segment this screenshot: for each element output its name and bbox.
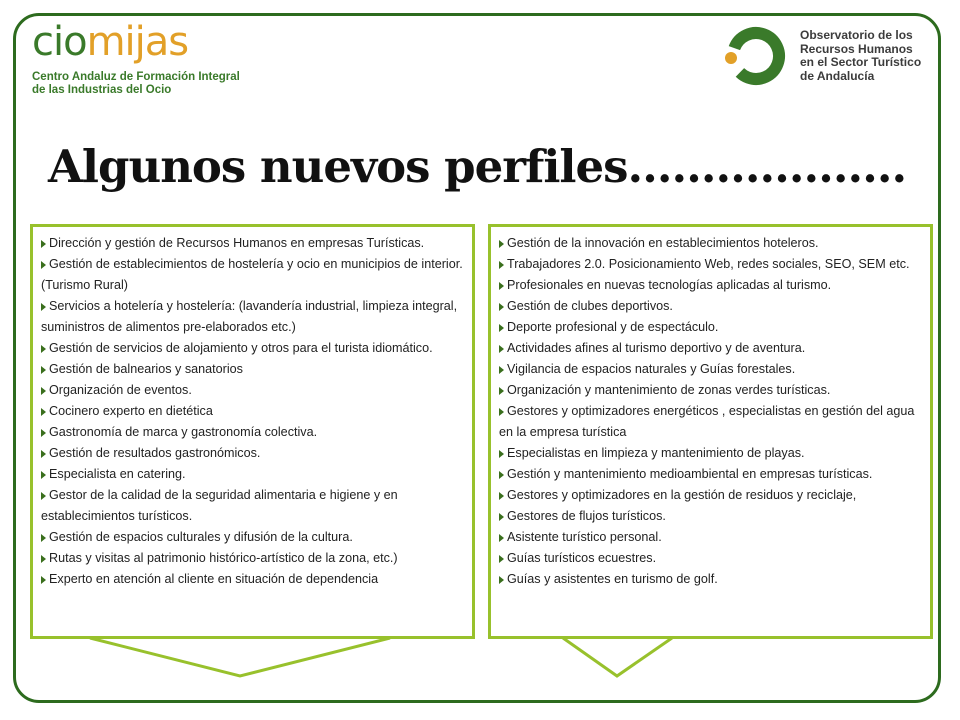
right-box-pointer — [560, 636, 675, 681]
left-list-item-text: Cocinero experto en dietética — [49, 404, 213, 418]
left-list-item-text: Gestor de la calidad de la seguridad alimentaria e higiene y en establecimientos turísticos. — [41, 488, 398, 523]
left-list-item-text: Dirección y gestión de Recursos Humanos en empresas Turísticas. — [49, 236, 425, 250]
left-list-item-text: Gestión de espacios culturales y difusión de la cultura. — [49, 530, 353, 544]
bullet-arrow-icon — [499, 366, 504, 374]
observatorio-line2: Recursos Humanos — [800, 41, 913, 56]
bullet-arrow-icon — [499, 345, 504, 353]
bullet-arrow-icon — [41, 576, 46, 584]
left-list-item — [41, 569, 464, 590]
left-list-item-text: Rutas y visitas al patrimonio histórico-artístico de la zona, etc.) — [49, 551, 398, 565]
right-list-item — [499, 359, 922, 380]
left-list-item-text: Gestión de resultados gastronómicos. — [49, 446, 261, 460]
right-list-item — [499, 233, 922, 254]
bullet-arrow-icon — [41, 345, 46, 353]
left-list-item-text: Experto en atención al cliente en situación de dependencia — [49, 572, 379, 586]
bullet-arrow-icon — [499, 576, 504, 584]
left-list-item — [41, 401, 464, 422]
right-list-item — [499, 254, 922, 275]
right-list-item — [499, 317, 922, 338]
right-list-item — [499, 464, 922, 485]
ciomijas-subtitle — [32, 71, 240, 97]
right-list-item-text: Gestión de la innovación en establecimientos hoteleros. — [507, 236, 819, 250]
bullet-arrow-icon — [499, 471, 504, 479]
right-list-item-text: Gestión y mantenimiento medioambiental en empresas turísticas. — [507, 467, 873, 481]
bullet-arrow-icon — [499, 408, 504, 416]
right-list-item-text: Guías y asistentes en turismo de golf. — [507, 572, 718, 586]
bullet-arrow-icon — [499, 282, 504, 290]
observatorio-logo — [718, 20, 921, 92]
bullet-arrow-icon — [41, 303, 46, 311]
ciomijas-wordmark — [32, 19, 240, 65]
right-list-item-text: Organización y mantenimiento de zonas verdes turísticas. — [507, 383, 831, 397]
left-list-item — [41, 485, 464, 527]
bullet-arrow-icon — [41, 240, 46, 248]
left-list-item — [41, 254, 464, 296]
left-list-item — [41, 233, 464, 254]
left-list-item — [41, 338, 464, 359]
right-list-item-text: Gestores y optimizadores en la gestión de residuos y reciclaje, — [507, 488, 857, 502]
left-list-item-text: Gestión de establecimientos de hostelería y ocio en municipios de interior. (Turismo Rural) — [41, 257, 463, 292]
right-list-item — [499, 380, 922, 401]
ciomijas-subtitle-line2: de las Industrias del Ocio — [32, 84, 172, 96]
bullet-arrow-icon — [499, 513, 504, 521]
bullet-arrow-icon — [41, 555, 46, 563]
right-list-item — [499, 443, 922, 464]
left-list-item-text: Servicios a hotelería y hostelería: (lavandería industrial, limpieza integral, suministros de alimentos pre-elaborados etc.) — [41, 299, 458, 334]
bullet-arrow-icon — [499, 492, 504, 500]
left-list-item — [41, 422, 464, 443]
right-list-item — [499, 485, 922, 506]
right-list-item-text: Deporte profesional y de espectáculo. — [507, 320, 719, 334]
left-list-item — [41, 443, 464, 464]
bullet-arrow-icon — [499, 534, 504, 542]
bullet-arrow-icon — [41, 471, 46, 479]
right-list-item-text: Guías turísticos ecuestres. — [507, 551, 657, 565]
observatorio-line1: Observatorio de los — [800, 28, 913, 42]
left-list-item-text: Gastronomía de marca y gastronomía colectiva. — [49, 425, 318, 439]
right-list-item — [499, 401, 922, 443]
right-list-item — [499, 548, 922, 569]
slide-title: Algunos nuevos perfiles………………. — [48, 140, 907, 193]
right-list-item-text: Trabajadores 2.0. Posicionamiento Web, redes sociales, SEO, SEM etc. — [507, 257, 910, 271]
right-list-item-text: Profesionales en nuevas tecnologías aplicadas al turismo. — [507, 278, 832, 292]
bullet-arrow-icon — [41, 408, 46, 416]
left-list-item — [41, 464, 464, 485]
bullet-arrow-icon — [41, 534, 46, 542]
right-list-item — [499, 296, 922, 317]
left-list-item — [41, 380, 464, 401]
left-box-pointer — [85, 636, 395, 681]
bullet-arrow-icon — [499, 261, 504, 269]
right-list-item-text: Especialistas en limpieza y mantenimiento de playas. — [507, 446, 805, 460]
right-list-item — [499, 338, 922, 359]
observatorio-line4: de Andalucía — [800, 68, 875, 83]
right-list-item-text: Gestores de flujos turísticos. — [507, 509, 666, 523]
left-list-item — [41, 359, 464, 380]
bullet-arrow-icon — [499, 387, 504, 395]
bullet-arrow-icon — [41, 450, 46, 458]
bullet-arrow-icon — [499, 303, 504, 311]
right-list-item-text: Asistente turístico personal. — [507, 530, 662, 544]
right-list-item — [499, 506, 922, 527]
left-list-item-text: Especialista en catering. — [49, 467, 186, 481]
profiles-box-left — [30, 224, 475, 639]
left-list-item — [41, 527, 464, 548]
bullet-arrow-icon — [499, 450, 504, 458]
observatorio-text — [800, 29, 921, 83]
brand-pre: cio — [32, 19, 87, 65]
right-list-item-text: Vigilancia de espacios naturales y Guías forestales. — [507, 362, 796, 376]
left-list-item — [41, 548, 464, 569]
bullet-arrow-icon — [499, 240, 504, 248]
right-list-item-text: Gestión de clubes deportivos. — [507, 299, 673, 313]
left-list-item — [41, 296, 464, 338]
bullet-arrow-icon — [499, 324, 504, 332]
brand-post: mijas — [86, 19, 189, 65]
bullet-arrow-icon — [41, 387, 46, 395]
observatorio-line3: en el Sector Turístico — [800, 55, 922, 69]
bullet-arrow-icon — [41, 429, 46, 437]
left-list-item-text: Gestión de balnearios y sanatorios — [49, 362, 243, 376]
ciomijas-subtitle-line1: Centro Andaluz de Formación Integral — [32, 71, 240, 83]
right-list-item-text: Gestores y optimizadores energéticos , especialistas en gestión del agua en la empresa turística — [499, 404, 915, 439]
right-list-item — [499, 569, 922, 590]
ciomijas-logo — [32, 19, 240, 97]
bullet-arrow-icon — [499, 555, 504, 563]
bullet-arrow-icon — [41, 492, 46, 500]
bullet-arrow-icon — [41, 366, 46, 374]
profiles-box-right — [488, 224, 933, 639]
observatorio-ring-icon — [718, 20, 790, 92]
right-list-item — [499, 275, 922, 296]
right-list-item — [499, 527, 922, 548]
bullet-arrow-icon — [41, 261, 46, 269]
right-list-item-text: Actividades afines al turismo deportivo y de aventura. — [507, 341, 806, 355]
left-list-item-text: Gestión de servicios de alojamiento y otros para el turista idiomático. — [49, 341, 433, 355]
left-list-item-text: Organización de eventos. — [49, 383, 192, 397]
